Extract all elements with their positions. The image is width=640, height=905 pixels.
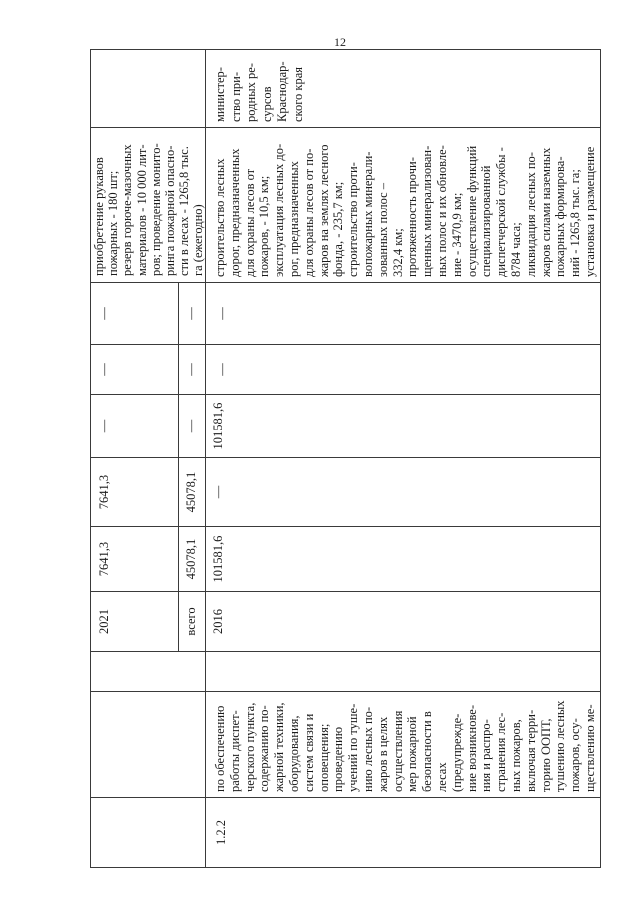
- year-2021-cell: 2021: [90, 591, 179, 652]
- total-row-value-2: 45078,1: [178, 457, 206, 527]
- empty-cell: [90, 691, 206, 798]
- empty-cell: [90, 49, 206, 128]
- item-value-3: 101581,6: [205, 394, 601, 458]
- total-row-value-1: 45078,1: [178, 526, 206, 592]
- total-row-value-4: —: [178, 344, 206, 395]
- empty-cell: [205, 651, 601, 692]
- total-row-label: всего: [178, 591, 206, 652]
- program-table: [90, 49, 601, 868]
- item-value-1: 101581,6: [205, 526, 601, 592]
- item-value-2: —: [205, 457, 601, 527]
- item-year: 2016: [205, 591, 601, 652]
- item-description: по обеспечению работы диспет- черского пункта, содержанию по- жарной техники, оборудования, систем связи и оповещения; проведению учений по туше- нию лесных по- жаров в целях осуществления мер пожарной безопасности в лесах (предупрежде- ние возникнове- ния и распро- странения лес- ных пожаров, включая терри- торию ООПТ, тушению лесных пожаров, осу- ществлению ме-: [205, 691, 601, 798]
- item-number: 1.2.2: [205, 797, 601, 868]
- page-number: 12: [334, 35, 346, 49]
- empty-cell: [90, 651, 206, 692]
- year-2021-value-1: 7641,3: [90, 526, 179, 592]
- item-value-4: —: [205, 344, 601, 395]
- previous-item-results: приобретение рукавов пожарных - 180 шт; резерв горюче-мазочных материалов - 10 000 лит- ров; проведение монито- ринга пожарной опасно- сти в лесах - 1265,8 тыс. га (ежегодно): [90, 127, 206, 283]
- total-row-value-5: —: [178, 282, 206, 345]
- year-2021-value-2: 7641,3: [90, 457, 179, 527]
- empty-cell: [90, 797, 206, 868]
- item-value-5: —: [205, 282, 601, 345]
- year-2021-value-3: —: [90, 394, 179, 458]
- item-results: строительство лесных дорог, предназначенных для охраны лесов от пожаров, - 10,5 км; эксплуатация лесных до- рог, предназначенных для охраны лесов от по- жаров на землях лесного фонда, - 235,7 км; строительство проти- вопожарных минерали- зованных полос – 332,4 км; протяженность прочи- щенных минерализован- ных полос и их обновле- ние - 3470,9 км; осуществление функций специализированной диспетчерской службы - 8784 часа; ликвидация лесных по- жаров силами наземных пожарных формирова- ний - 1265,8 тыс. га; установка и размещение: [205, 127, 601, 283]
- year-2021-value-5: —: [90, 282, 179, 345]
- item-executor: министер- ство при- родных ре- сурсов Краснодар- ского края: [205, 49, 601, 128]
- total-row-value-3: —: [178, 394, 206, 458]
- year-2021-value-4: —: [90, 344, 179, 395]
